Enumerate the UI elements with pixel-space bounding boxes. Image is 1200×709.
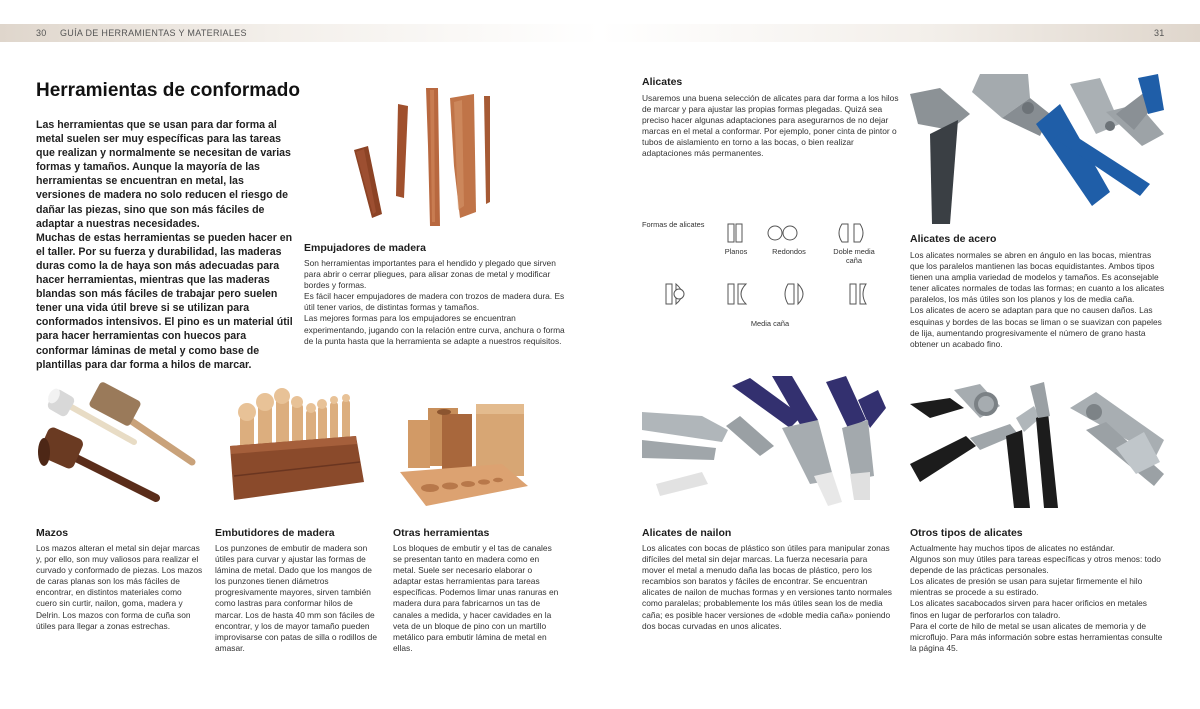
empujadores-heading: Empujadores de madera <box>304 242 426 254</box>
diagram-label-redondos: Redondos <box>772 247 806 256</box>
nailon-heading: Alicates de nailon <box>642 527 732 539</box>
nailon-text: Los alicates con bocas de plástico son útiles para manipular zonas difíciles del metal sin dejar marcas. La fuerza necesaria para mover el metal a menudo daña las bocas de plástico, pero los recambios son baratos y fáciles de encontrar. Se encuentran alicates de nailon de muchas formas y en versiones tanto normales como paralelas; probablemente los más útiles sean los de media caña; es posible hacer versiones de «doble media caña» poniendo dos bocas curvadas en unos alicates. <box>642 543 892 631</box>
empujadores-paragraph: Es fácil hacer empujadores de madera con trozos de madera dura. Es útil tener varios, de distintas formas y tamaños. <box>304 291 565 313</box>
empujadores-paragraph: Las mejores formas para los empujadores se encuentran experimentando, jugando con la relación entre curva, anchura o forma de la punta hasta que la herramienta se adapte a nuestros requisitos. <box>304 313 565 346</box>
acero-paragraph: Los alicates de acero se adaptan para que no causen daños. Las esquinas y bordes de las bocas se liman o se suavizan con papeles de lija, aumentando progresivamente el número de grano hasta obtener un acabado fino. <box>910 305 1162 349</box>
embutidores-heading: Embutidores de madera <box>215 527 335 539</box>
empujadores-paragraph: Son herramientas importantes para el hendido y plegado que sirven para abrir o cerrar pliegues, para alisar zonas de metal y modificar bordes y formas. <box>304 258 556 291</box>
otros-alicates-paragraph: Para el corte de hilo de metal se usan alicates de memoria y de microflujo. Para más información sobre estas herramientas consulte la página 45. <box>910 620 1163 653</box>
otros-alicates-paragraph: Actualmente hay muchos tipos de alicates no estándar. <box>910 543 1115 553</box>
page-number-left: 30 <box>36 28 47 38</box>
alicates-heading: Alicates <box>642 76 683 88</box>
otros-alicates-text <box>910 543 1166 654</box>
otros-alicates-paragraph: Algunos son muy útiles para tareas específicas y otros menos: todo depende de las prácticas personales. <box>910 554 1161 576</box>
diagram-label-planos: Planos <box>724 247 748 256</box>
acero-heading: Alicates de acero <box>910 233 997 245</box>
diagram-label-doble-media-cana: Doble media caña <box>833 247 875 265</box>
pliers-shapes-diagram <box>660 220 880 312</box>
nylon-pliers-photo <box>642 376 886 508</box>
otros-alicates-heading: Otros tipos de alicates <box>910 527 1023 539</box>
intro-paragraph: Las herramientas que se usan para dar forma al metal suelen ser muy específicas para las tareas que realizan y normalmente se necesitan de varias formas y tamaños. Aunque la mayoría de las herramientas se encuentran en metal, las versiones de madera no solo reducen el riesgo de dañar las piezas, sino que son más fáciles de adaptar a nuestras necesidades. <box>36 119 291 230</box>
intro-paragraph: Muchas de estas herramientas se pueden hacer en el taller. Por su fuerza y durabilidad, las maderas duras como la de haya son más adecuadas para hacer herramientas, mientras que las maderas blandas son más fáciles de trabajar pero suelen tener una vida útil breve si se utilizan para conformados intensivos. El pino es un material útil para hacer herramientas con huecos para conformar láminas de metal y como base de plantillas para dar forma a hilos de marcar. <box>36 231 293 371</box>
page-number-right: 31 <box>1154 28 1165 38</box>
other-pliers-photo <box>910 378 1164 508</box>
intro-text <box>36 118 296 372</box>
running-title: GUÍA DE HERRAMIENTAS Y MATERIALES <box>60 28 247 38</box>
otros-alicates-paragraph: Los alicates sacabocados sirven para hacer orificios en metales finos en lugar de perforarlos con taladro. <box>910 598 1147 620</box>
mallets-photo <box>36 382 202 506</box>
steel-pliers-photo <box>910 74 1164 224</box>
otras-text: Los bloques de embutir y el tas de canales se presentan tanto en madera como en metal. Suele ser necesario elaborar o adaptar estas herramientas para tareas específicas. Podemos limar unas ranuras en madera dura para fabricarnos un tas de canales a medida, y hacer cavidades en la veta de un bloque de pino con un martillo metálico para embutir lámina de metal en ellas. <box>393 543 559 653</box>
embutidores-text: Los punzones de embutir de madera son útiles para curvar y ajustar las formas de lámina de metal. Dado que los mangos de los punzones tienen diámetros progresivamente mayores, sirven también como lastras para conformar hilos de marcar. Los de hasta 40 mm son fáciles de encontrar, y los de mayor tamaño pueden improvisarse con patas de silla o rodillos de amasar. <box>215 543 377 653</box>
wooden-pushers-photo <box>350 86 490 226</box>
alicates-text: Usaremos una buena selección de alicates para dar forma a los hilos de marcar y para ajustar las propias formas plegadas. Quizá sea preciso hacer algunas adaptaciones para asegurarnos de no dejar marcas en el metal a conformar. Por ejemplo, poner cinta de pintor o tubos de aislamiento en torno a las bocas, o bien realizar adaptaciones más permanentes. <box>642 93 899 159</box>
diagram-label-media-cana: Media caña <box>750 319 790 328</box>
page-title: Herramientas de conformado <box>36 80 300 101</box>
acero-paragraph: Los alicates normales se abren en ángulo en las bocas, mientras que los paralelos mantienen las bocas equidistantes. Ambos tipos tienen una amplia variedad de modelos y tamaños. Es aconsejable tener alicates normales de todas las formas; en cuanto a los alicates paralelos, los más útiles son los planos y los de media caña. <box>910 250 1165 305</box>
dapping-punches-photo <box>226 384 366 506</box>
empujadores-text <box>304 258 566 347</box>
otros-alicates-paragraph: Los alicates de presión se usan para sujetar firmemente el hilo mientras se procede a su estirado. <box>910 576 1143 598</box>
header-band-right <box>600 24 1200 42</box>
acero-text <box>910 250 1166 350</box>
otras-heading: Otras herramientas <box>393 527 490 539</box>
diagram-title: Formas de alicates <box>642 220 705 229</box>
mazos-text: Los mazos alteran el metal sin dejar marcas y, por ello, son muy valiosos para realizar el curvado y conformado de piezas. Los mazos de caras planas son los más fáciles de encontrar, en distintos materiales como cuero sin curtir, nailon, goma, madera y Delrin. Los mazos con forma de cuña son útiles para llegar a zonas estrechas. <box>36 543 203 631</box>
mazos-heading: Mazos <box>36 527 69 539</box>
dapping-block-photo <box>398 404 530 508</box>
